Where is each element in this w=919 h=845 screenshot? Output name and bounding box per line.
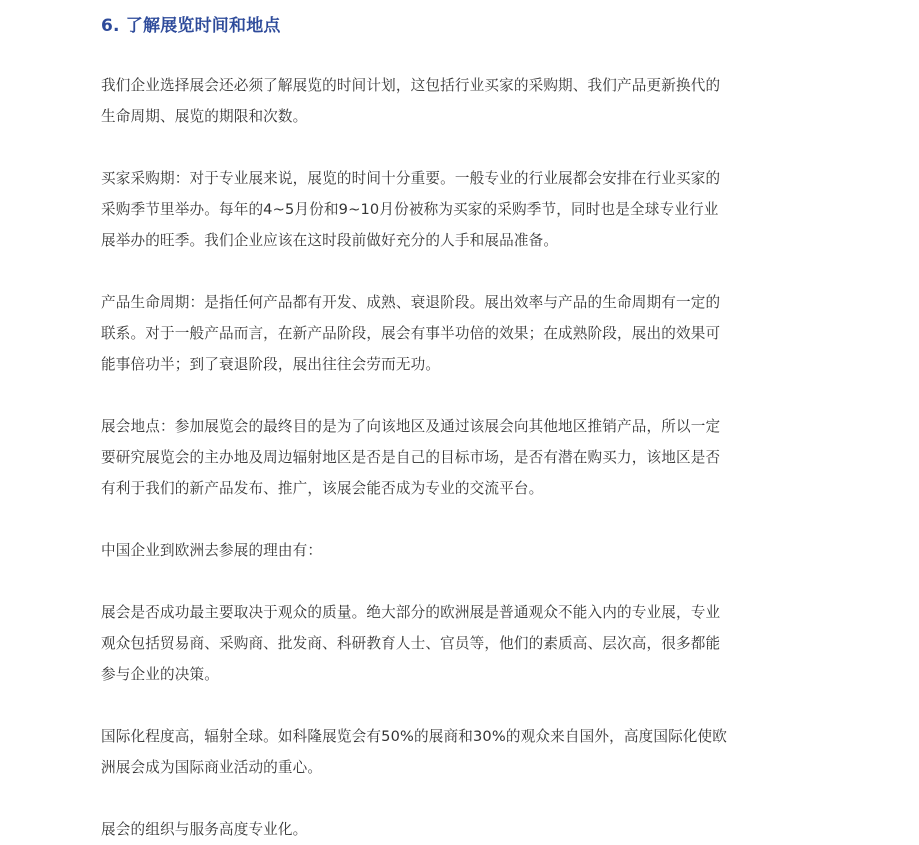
paragraph-line: 展会的组织与服务高度专业化。 [101,821,308,838]
paragraph-exhibition-location [101,411,781,504]
paragraph-reasons-intro [101,535,781,566]
paragraph-audience-quality [101,597,781,690]
paragraph-line: 观众包括贸易商、采购商、批发商、科研教育人士、官员等，他们的素质高、层次高，很多都能 [101,635,721,652]
paragraph-buyer-purchase-period [101,163,781,256]
paragraph-line: 展会是否成功最主要取决于观众的质量。绝大部分的欧洲展是普通观众不能入内的专业展，专业 [101,604,721,621]
paragraph-line: 展举办的旺季。我们企业应该在这时段前做好充分的人手和展品准备。 [101,232,559,249]
paragraph-intro [101,70,781,132]
paragraph-line: 国际化程度高，辐射全球。如科隆展览会有50%的展商和30%的观众来自国外，高度国际化使欧 [101,728,728,745]
paragraph-line: 参与企业的决策。 [101,666,219,683]
paragraph-line: 我们企业选择展会还必须了解展览的时间计划，这包括行业买家的采购期、我们产品更新换代的 [101,77,721,94]
paragraph-professional-service [101,814,781,845]
paragraph-line: 洲展会成为国际商业活动的重心。 [101,759,323,776]
paragraph-line: 能事倍功半；到了衰退阶段，展出往往会劳而无功。 [101,356,441,373]
paragraph-line: 要研究展览会的主办地及周边辐射地区是否是自己的目标市场，是否有潜在购买力，该地区是否 [101,449,721,466]
paragraph-line: 生命周期、展览的期限和次数。 [101,108,308,125]
paragraph-internationalization [101,721,781,783]
paragraph-line: 中国企业到欧洲去参展的理由有： [101,542,323,559]
paragraph-line: 联系。对于一般产品而言，在新产品阶段，展会有事半功倍的效果；在成熟阶段，展出的效果可 [101,325,721,342]
paragraph-line: 产品生命周期：是指任何产品都有开发、成熟、衰退阶段。展出效率与产品的生命周期有一定的 [101,294,721,311]
section-heading: 6. 了解展览时间和地点 [101,16,281,36]
paragraph-line: 展会地点：参加展览会的最终目的是为了向该地区及通过该展会向其他地区推销产品，所以一定 [101,418,721,435]
paragraph-product-lifecycle [101,287,781,380]
paragraph-line: 有利于我们的新产品发布、推广，该展会能否成为专业的交流平台。 [101,480,544,497]
paragraph-line: 采购季节里举办。每年的4~5月份和9~10月份被称为买家的采购季节，同时也是全球专业行业 [101,201,719,218]
article-body [101,12,781,845]
paragraph-line: 买家采购期：对于专业展来说，展览的时间十分重要。一般专业的行业展都会安排在行业买家的 [101,170,721,187]
